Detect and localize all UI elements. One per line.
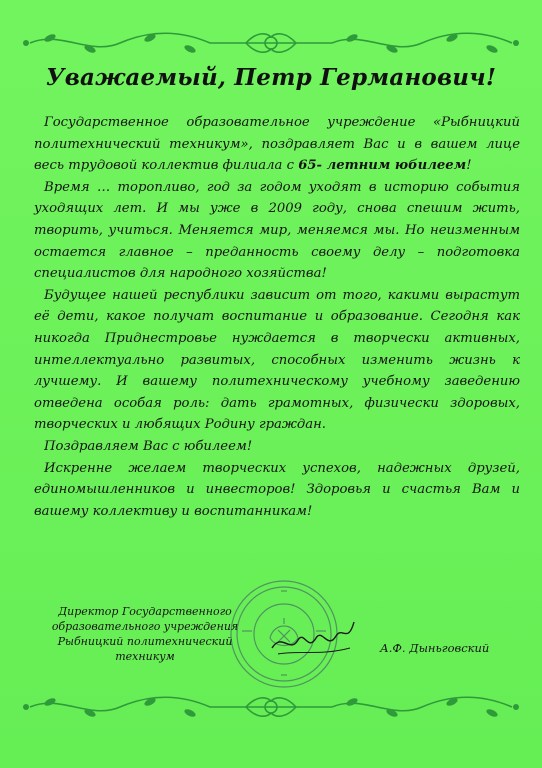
letter-body	[34, 112, 520, 522]
signature-line-2: образовательного учреждения	[51, 620, 239, 633]
paragraph-1-end: !	[466, 158, 472, 174]
paragraph-4: Поздравляем Вас с юбилеем!	[44, 438, 253, 454]
paragraph-1-text: Государственное образовательное учреждение «Рыбницкий политехнический техникум», поздравляет Вас и в вашем лице весь трудовой коллектив филиала с	[34, 115, 520, 174]
signature-line-3: Рыбницкий политехнический техникум	[57, 635, 233, 663]
paragraph-5: Искренне желаем творческих успехов, надежных друзей, единомышленников и инвесторов! Здоровья и счастья Вам и вашему коллективу и воспитанникам!	[34, 460, 520, 519]
paragraph-3: Будущее нашей республики зависит от того, какими вырастут её дети, какое получат воспитание и образование. Сегодня как никогда Приднестровье нуждается в творчески активных, интеллектуально развитых, способных изменить жизнь к лучшему. И вашему политехническому учебному заведению отведена особая роль: дать грамотных, физически здоровых, творческих и любящих Родину граждан.	[34, 287, 520, 433]
top-ornament	[20, 28, 522, 58]
bottom-ornament	[20, 692, 522, 722]
greeting-title: Уважаемый, Петр Германович!	[45, 64, 497, 91]
signature-line-1: Директор Государственного	[58, 605, 232, 618]
paragraph-1	[34, 112, 520, 177]
signatory-name: А.Ф. Дыньговский	[380, 641, 490, 655]
signature-title	[30, 604, 260, 664]
handwritten-signature	[268, 614, 358, 664]
paragraph-2: Время … торопливо, год за годом уходят в историю события уходящих лет. И мы уже в 2009 году, снова спешим жить, творить, учиться. Меняется мир, меняемся мы. Но неизменным остается главное – преданность своему делу – подготовка специалистов для народного хозяйства!	[34, 179, 520, 282]
jubilee-highlight: 65- летним юбилеем	[298, 158, 467, 174]
